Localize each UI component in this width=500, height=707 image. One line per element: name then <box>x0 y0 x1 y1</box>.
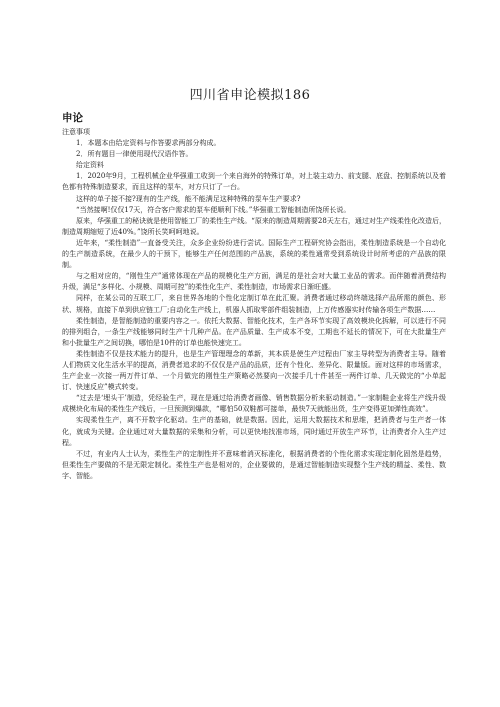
paragraph: 与之相对应的，“刚性生产”通常体现在产品的规模化生产方面，满足的是社会对大量工业品的需求。而伴随着消费结构升级，满足“多样化、小规模、周期可控”的柔性化生产、柔性制造，市场需求日渐旺盛。 <box>62 272 446 292</box>
paragraph: 原来，华强重工的秘诀就是使用智能工厂的柔性生产线。“原来的制造周期需要28天左右，通过对生产线柔性化改造后，制造周期缩短了近40%。”饶所长笑呵呵地说。 <box>62 216 446 236</box>
paragraph: 1．2020年9月，工程机械企业华强重工收到一个来自海外的特殊订单，对上装主动力、前支腿、底盘、控制系统以及着色都有特殊制造要求，而且这样的泵车，对方只订了一台。 <box>62 172 446 192</box>
paragraph: 柔性制造，是智能制造的重要内容之一。依托大数据、智能化技术，生产各环节实现了高效模块化拆解，可以进行不同的排列组合，一条生产线能够同时生产十几种产品。在产品质量、生产成本不变，工期也不延长的情况下，可在大批量生产和小批量生产之间切换，哪怕是10件的订单也能快速完工。 <box>62 316 446 347</box>
paragraph: “过去是‘埋头干’制造，凭经验生产，现在是通过给消费者画像、销售数据分析来驱动制造。”一家制鞋企业将生产线升级成模块化布局的柔性生产线后，一旦预测到爆款，“哪怕50双鞋都可接单，最快7天就能出货，生产变得更加弹性高效”。 <box>62 394 446 414</box>
paragraph: “当然接啊!仅仅17天，符合客户需求的泵车便顺利下线。”华强重工智能制造所饶所长说。 <box>76 205 351 214</box>
paragraph: 近年来，“柔性制造”一直备受关注，众多企业纷纷进行尝试。国际生产工程研究协会指出，柔性制造系统是一个自动化的生产制造系统，在最少人的干预下，能够生产任何范围的产品族，系统的柔性通常受到系统设计时所考虑的产品族的限制。 <box>62 238 446 270</box>
document-title: 四川省申论模拟186 <box>189 88 311 103</box>
paragraph: 不过，有业内人士认为，柔性生产的定制性并不意味着消灭标准化，根据消费者的个性化需求实现定制化固然是趋势，但柔性生产要做的不是无限定制化。柔性生产也是相对的，企业要做的，是通过智能制造实现整个生产线的精益、柔性、数字、智能。 <box>62 449 446 480</box>
paragraph: 同样，在某公司的互联工厂，来自世界各地的个性化定制订单在此汇聚。消费者通过移动终端选择产品所需的颜色、形状、规格，直接下单到供应链工厂;自动化生产线上，机器人抓取零部件组装制造，上万传感器实时传输各项生产数据…… <box>62 294 446 314</box>
material-heading: 给定资料 <box>76 161 104 170</box>
section-heading: 申论 <box>62 112 83 124</box>
document-body <box>62 127 446 482</box>
paragraph: 实现柔性生产，离不开数字化驱动。生产的基础，就是数据。因此，运用大数据技术和思维，把消费者与生产者一体化，就成为关键。企业通过对大量数据的采集和分析，可以更快地找准市场，同时通过开放生产环节，让消费者介入生产过程。 <box>62 416 446 447</box>
note-item: 2．所有题目一律使用现代汉语作答。 <box>76 150 193 159</box>
notes-heading: 注意事项 <box>62 128 90 136</box>
note-item: 1．本题本由给定资料与作答要求两部分构成。 <box>76 139 221 148</box>
paragraph: 柔性制造不仅是技术能力的提升，也是生产管理理念的革新，其本质是使生产过程由厂家主导转型为消费者主导。随着人们物质文化生活水平的提高，消费者追求的不仅仅是产品的品质，还有个性化、差异化、限量版。面对这样的市场需求，生产企业一次接一两万件订单、一个月做完的刚性生产策略必然要向一次接手几十件甚至一两件订单、几天做完的“小单起订、快速反应”模式转变。 <box>62 349 446 392</box>
paragraph: 这样的单子接不接?现有的生产线，能不能满足这种特殊的泵车生产要求? <box>76 194 301 203</box>
